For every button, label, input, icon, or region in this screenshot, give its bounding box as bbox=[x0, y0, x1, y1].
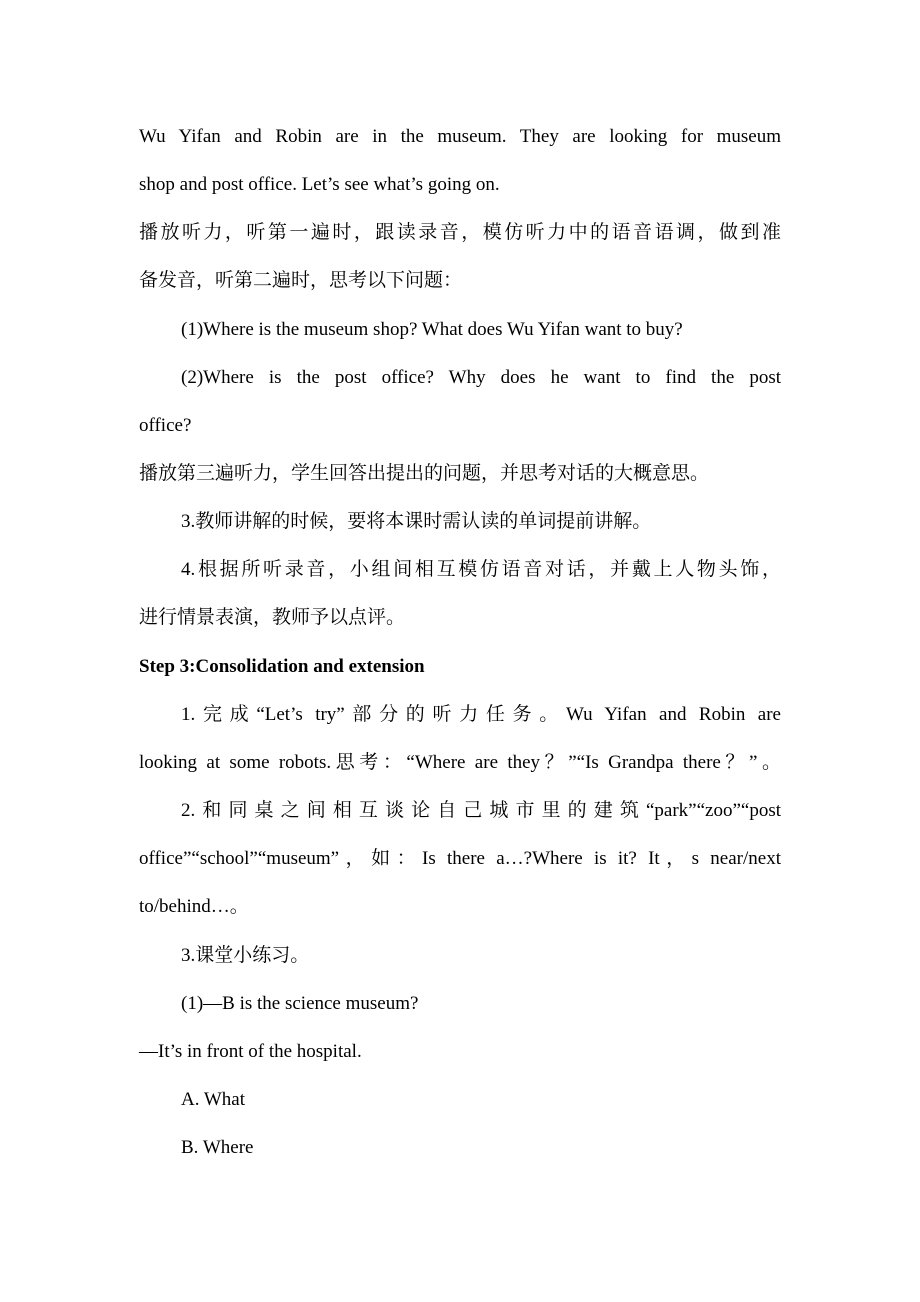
paragraph-line: shop and post office. Let’s see what’s going on. bbox=[139, 174, 500, 195]
exercise-answer: —It’s in front of the hospital. bbox=[139, 1041, 362, 1062]
paragraph-line: 备发音，听第二遍时，思考以下问题： bbox=[139, 270, 463, 291]
paragraph-line: 进行情景表演，教师予以点评。 bbox=[139, 607, 406, 628]
question-line: office? bbox=[139, 415, 192, 436]
paragraph-line: to/behind…。 bbox=[139, 896, 249, 917]
paragraph-line: 1.完成“Let’s try”部分的听力任务。Wu Yifan and Robin are bbox=[181, 704, 781, 725]
paragraph-line: 3.教师讲解的时候，要将本课时需认读的单词提前讲解。 bbox=[181, 511, 652, 532]
paragraph-line: 2.和同桌之间相互谈论自己城市里的建筑“park”“zoo”“post bbox=[181, 800, 781, 821]
exercise-question: (1)—B is the science museum? bbox=[181, 993, 419, 1014]
option-a: A. What bbox=[181, 1089, 246, 1110]
section-heading: Step 3:Consolidation and extension bbox=[139, 656, 425, 677]
question-line: (1)Where is the museum shop? What does Wu Yifan want to buy? bbox=[181, 319, 683, 340]
paragraph-line: 播放第三遍听力，学生回答出提出的问题，并思考对话的大概意思。 bbox=[139, 463, 710, 484]
paragraph-line: 3.课堂小练习。 bbox=[181, 945, 310, 966]
paragraph-line: looking at some robots.思考：“Where are they？”“Is Grandpa there？”。 bbox=[139, 752, 781, 773]
paragraph-line: office”“school”“museum”，如：Is there a…?Where is it? It，s near/next bbox=[139, 848, 781, 869]
option-b: B. Where bbox=[181, 1137, 254, 1158]
paragraph-line: Wu Yifan and Robin are in the museum. They are looking for museum bbox=[139, 126, 781, 147]
question-line: (2)Where is the post office? Why does he want to find the post bbox=[181, 367, 781, 388]
paragraph-line: 播放听力，听第一遍时，跟读录音，模仿听力中的语音语调，做到准 bbox=[139, 222, 781, 243]
paragraph-line: 4.根据所听录音，小组间相互模仿语音对话，并戴上人物头饰， bbox=[181, 559, 781, 580]
